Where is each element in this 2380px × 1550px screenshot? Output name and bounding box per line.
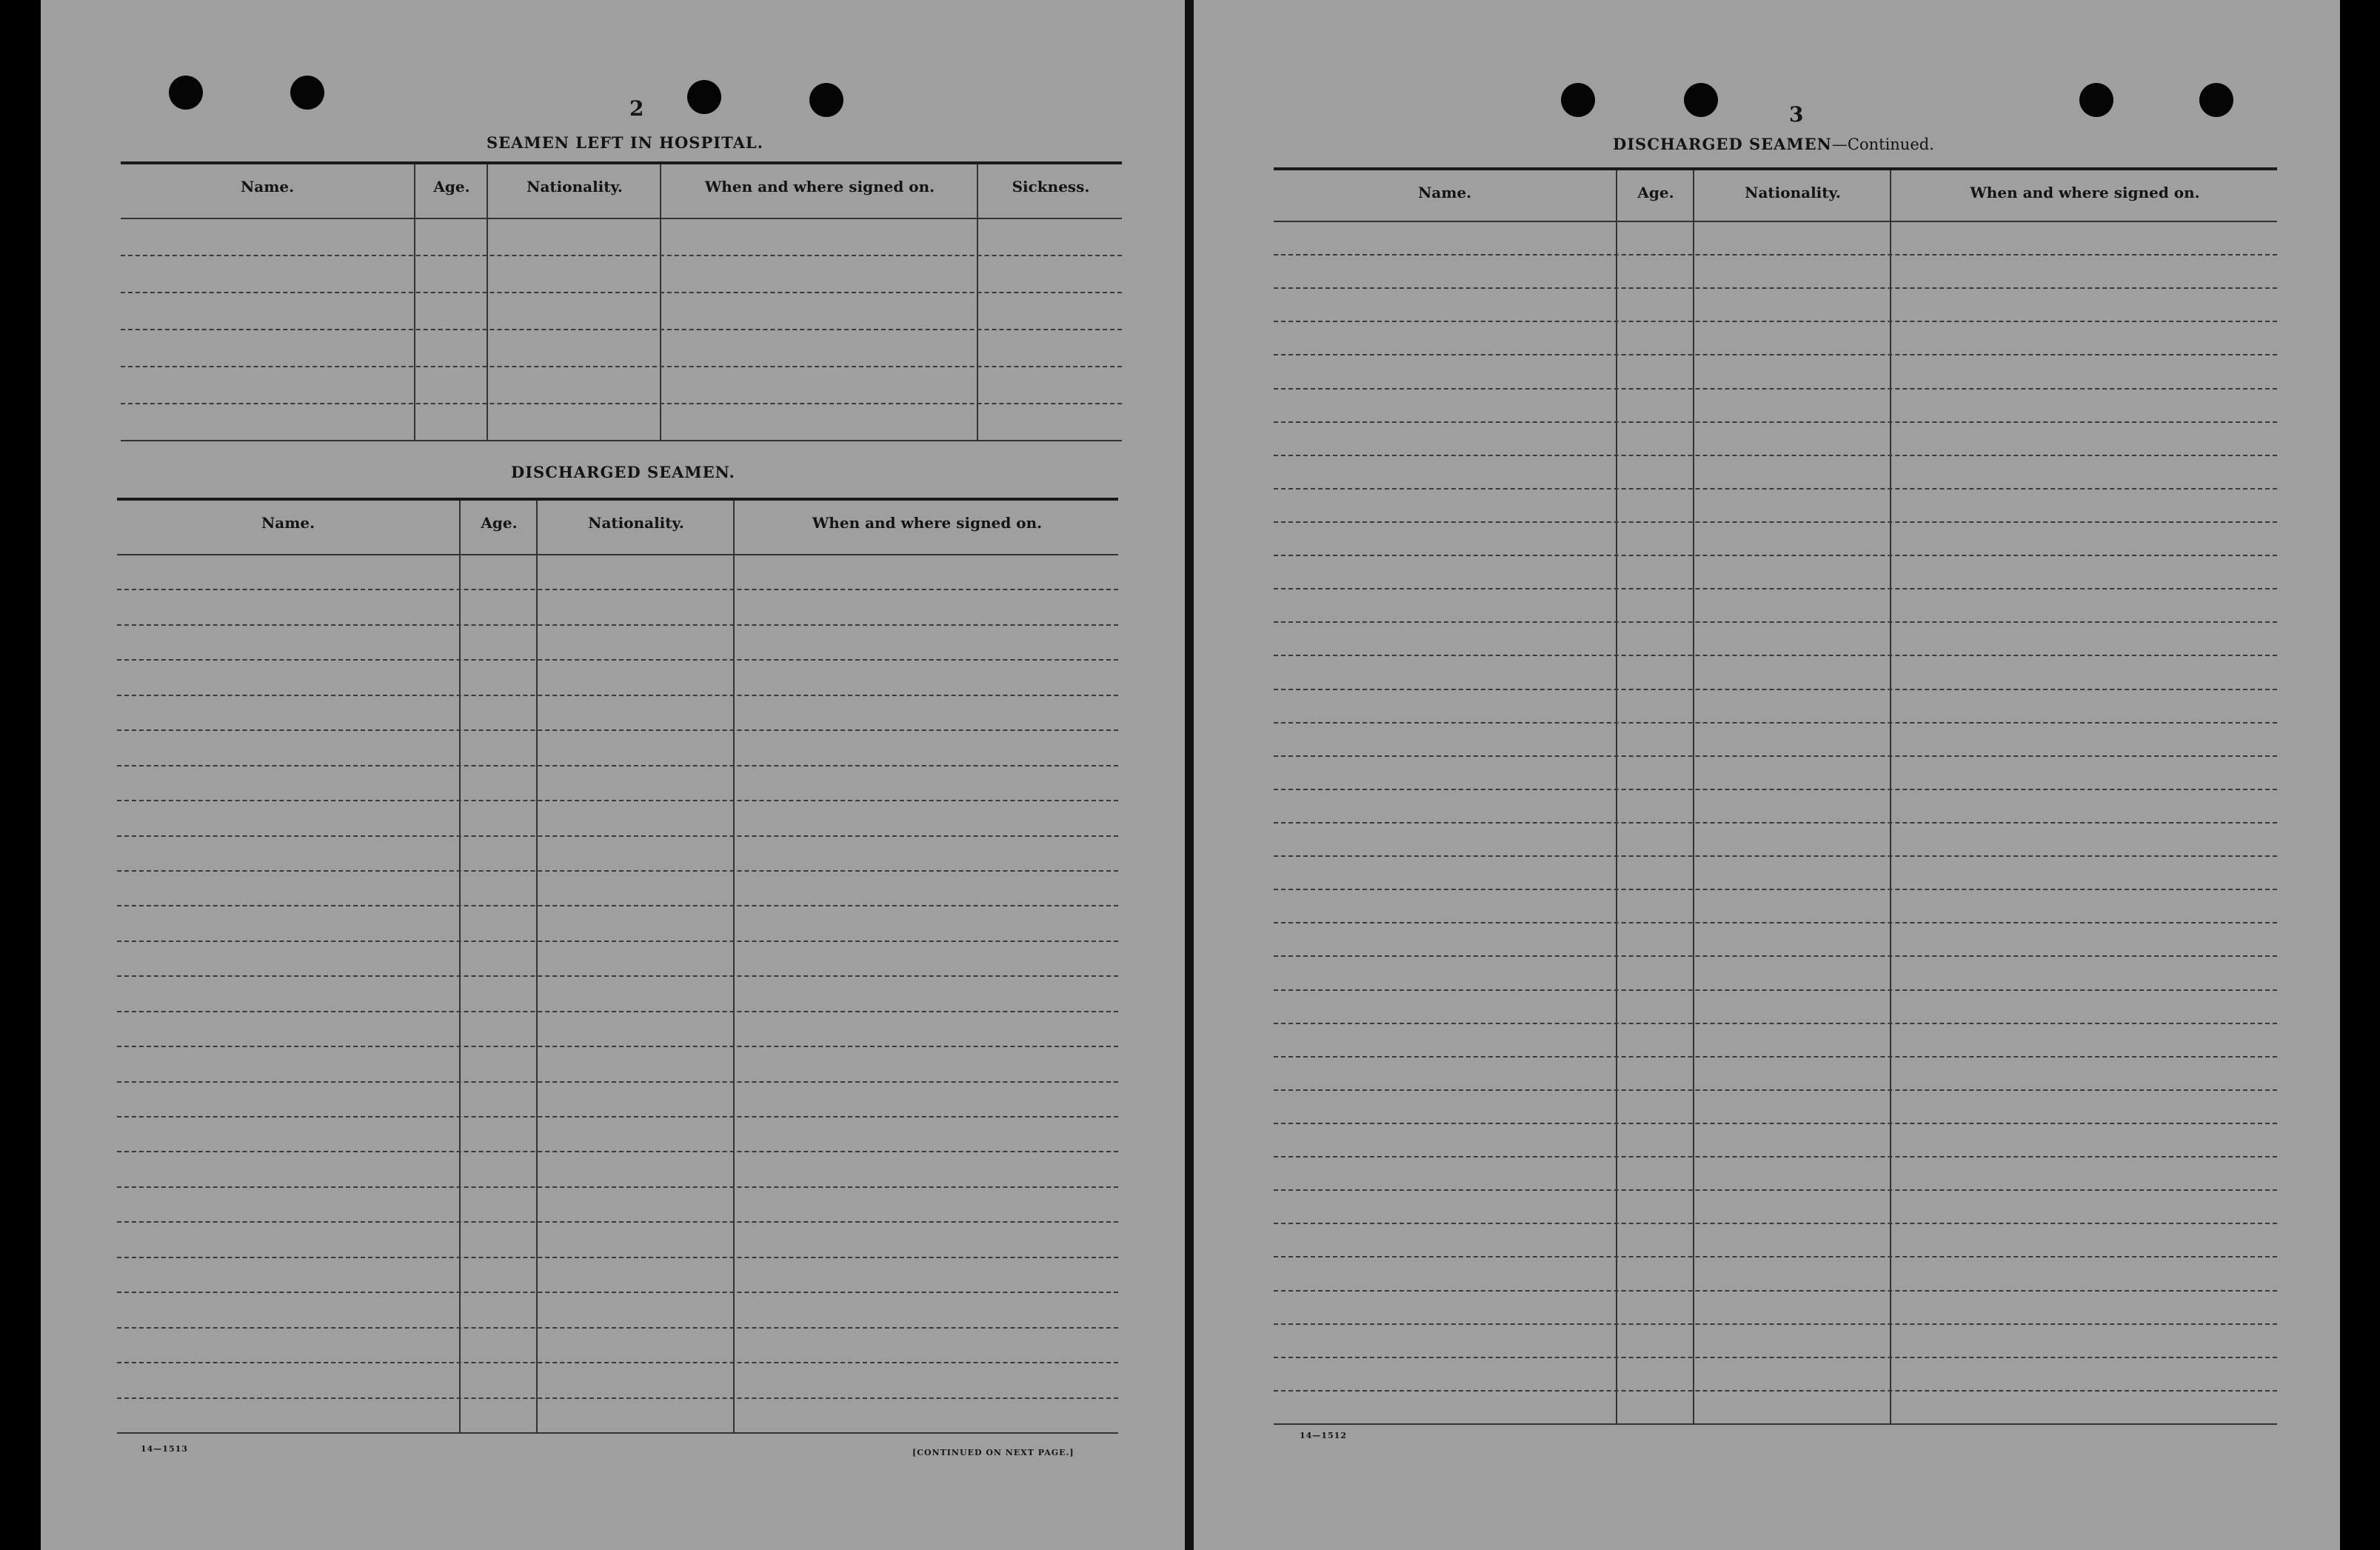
table-row-line [1274, 1089, 2277, 1091]
col-name [121, 164, 414, 440]
table-row-line [1274, 287, 2277, 289]
column-header: Name. [1417, 184, 1472, 201]
table-row-line [117, 1327, 1118, 1329]
table-row-line [117, 1292, 1118, 1293]
table-row-line [1274, 889, 2277, 890]
col-signed-on [1890, 170, 2279, 1423]
punch-hole [2079, 83, 2113, 117]
column-header: Age. [433, 178, 470, 196]
discharged-continued-table [1274, 170, 2277, 1425]
table-row-line [1274, 354, 2277, 355]
header-rule [117, 554, 1118, 555]
table-row-line [117, 1362, 1118, 1363]
table-row-line [117, 870, 1118, 872]
column-header: Nationality. [588, 514, 684, 532]
table-row-line [117, 835, 1118, 837]
col-age [1616, 170, 1694, 1423]
table-row-line [117, 1081, 1118, 1083]
column-header: Age. [1637, 184, 1674, 201]
table-row-line [1274, 388, 2277, 390]
table-row-line [1274, 1390, 2277, 1392]
table-row-line [121, 403, 1122, 404]
table-row-line [117, 624, 1118, 626]
table-row-line [117, 765, 1118, 766]
table-row-line [1274, 955, 2277, 957]
table-row-line [1274, 922, 2277, 923]
table-row-line [121, 366, 1122, 367]
table-row-line [1274, 254, 2277, 255]
table-row-line [117, 1186, 1118, 1188]
table-row-line [121, 329, 1122, 330]
col-sickness [977, 164, 1123, 440]
table-row-line [117, 800, 1118, 801]
table-row-line [1274, 1123, 2277, 1124]
column-header: Sickness. [1012, 178, 1090, 196]
table-row-line [117, 729, 1118, 731]
punch-hole [809, 83, 843, 117]
title-text: DISCHARGED SEAMEN [1613, 135, 1832, 153]
column-header: When and where signed on. [704, 178, 935, 196]
punch-hole [290, 76, 324, 110]
table-row-line [1274, 1323, 2277, 1325]
column-header: Name. [261, 514, 315, 532]
col-nationality [1693, 170, 1891, 1423]
table-row-line [117, 905, 1118, 906]
section-title-discharged-continued [1613, 135, 1934, 153]
col-name [1274, 170, 1616, 1423]
table-row-line [1274, 488, 2277, 490]
table-row-line [1274, 822, 2277, 824]
table-row-line [1274, 621, 2277, 623]
table-row-line [1274, 1056, 2277, 1058]
title-suffix: —Continued. [1831, 136, 1934, 153]
table-row-line [1274, 1189, 2277, 1191]
table-row-line [1274, 1256, 2277, 1257]
continued-note: [CONTINUED ON NEXT PAGE.] [912, 1448, 1074, 1457]
punch-hole [1684, 83, 1718, 117]
table-row-line [1274, 689, 2277, 690]
table-row-line [1274, 722, 2277, 724]
header-rule [1274, 221, 2277, 222]
table-row-line [1274, 1290, 2277, 1292]
table-row-line [1274, 655, 2277, 656]
table-row-line [1274, 755, 2277, 757]
col-age [414, 164, 488, 440]
table-row-line [1274, 989, 2277, 991]
table-row-line [117, 1151, 1118, 1152]
discharged-table [117, 501, 1118, 1434]
page-number: 2 [629, 96, 644, 121]
column-header: Age. [481, 514, 518, 532]
column-header: When and where signed on. [1970, 184, 2200, 201]
col-signed-on [660, 164, 978, 440]
table-row-line [1274, 1156, 2277, 1158]
table-row-line [117, 1397, 1118, 1399]
table-row-line [1274, 789, 2277, 790]
form-number: 14—1512 [1300, 1431, 1347, 1440]
column-header: Nationality. [1745, 184, 1841, 201]
punch-hole [687, 80, 721, 114]
table-row-line [117, 589, 1118, 590]
table-row-line [1274, 1023, 2277, 1024]
hospital-table [121, 164, 1122, 441]
punch-hole [169, 76, 203, 110]
column-header: Nationality. [527, 178, 623, 196]
table-row-line [1274, 1223, 2277, 1224]
column-header: Name. [240, 178, 295, 196]
table-row-line [117, 1257, 1118, 1258]
col-nationality [487, 164, 661, 440]
table-row-line [117, 695, 1118, 696]
punch-hole [2199, 83, 2233, 117]
table-row-line [117, 1116, 1118, 1118]
table-row-line [117, 975, 1118, 977]
section-title-hospital: SEAMEN LEFT IN HOSPITAL. [487, 133, 763, 152]
table-row-line [1274, 321, 2277, 322]
form-number: 14—1513 [141, 1444, 188, 1454]
table-row-line [1274, 588, 2277, 589]
header-rule [121, 218, 1122, 219]
table-row-line [117, 659, 1118, 661]
table-row-line [1274, 521, 2277, 523]
table-row-line [1274, 455, 2277, 456]
table-row-line [117, 941, 1118, 942]
section-title-discharged: DISCHARGED SEAMEN. [511, 463, 735, 481]
page-gutter [1185, 0, 1194, 1550]
table-row-line [1274, 855, 2277, 857]
table-row-line [1274, 1357, 2277, 1358]
table-row-line [117, 1011, 1118, 1012]
table-row-line [121, 292, 1122, 293]
column-header: When and where signed on. [812, 514, 1043, 532]
punch-hole [1561, 83, 1595, 117]
table-row-line [117, 1221, 1118, 1223]
page-number: 3 [1789, 102, 1804, 127]
table-row-line [121, 255, 1122, 256]
table-row-line [1274, 421, 2277, 423]
table-row-line [1274, 555, 2277, 556]
table-row-line [117, 1046, 1118, 1047]
